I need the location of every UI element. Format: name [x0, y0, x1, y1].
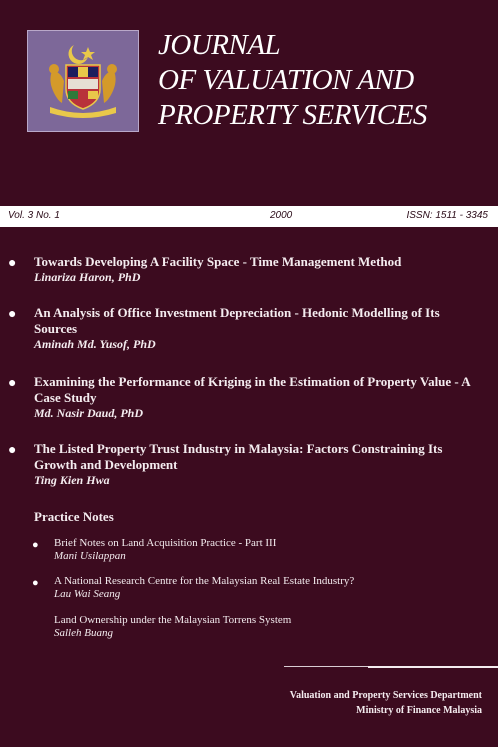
publisher-line: Valuation and Property Services Department [289, 690, 482, 701]
practice-note-author: Mani Usilappan [54, 550, 126, 562]
bullet-icon: ● [32, 577, 39, 589]
bullet-icon: ● [32, 539, 39, 551]
issn-label: ISSN: 1511 - 3345 [406, 210, 488, 221]
journal-title-line: OF VALUATION AND [158, 64, 414, 96]
journal-title-line: JOURNAL [158, 29, 281, 61]
practice-note-author: Lau Wai Seang [54, 588, 121, 600]
article-author: Md. Nasir Daud, PhD [34, 406, 144, 420]
volume-label: Vol. 3 No. 1 [8, 210, 60, 221]
issue-info-bar [0, 206, 498, 227]
practice-notes-heading: Practice Notes [34, 509, 114, 524]
journal-title [158, 28, 488, 133]
article-author: Aminah Md. Yusof, PhD [34, 337, 156, 351]
divider [368, 666, 498, 668]
article-entry [8, 254, 484, 285]
bullet-icon: ● [8, 443, 17, 458]
article-title: The Listed Property Trust Industry in Malaysia: Factors Constraining Its Growth and Development [34, 441, 443, 472]
bullet-icon: ● [8, 307, 17, 322]
journal-title-line: PROPERTY SERVICES [158, 99, 427, 131]
article-author: Ting Kien Hwa [34, 473, 110, 487]
practice-note-title: Land Ownership under the Malaysian Torrens System [54, 614, 292, 626]
publisher-line: Ministry of Finance Malaysia [356, 705, 482, 716]
article-title: An Analysis of Office Investment Depreciation - Hedonic Modelling of Its Sources [34, 305, 440, 336]
coat-of-arms-panel [27, 30, 139, 132]
practice-note-entry [32, 575, 474, 601]
article-title: Examining the Performance of Kriging in the Estimation of Property Value - A Case Study [34, 374, 470, 405]
coat-of-arms-icon [44, 41, 122, 121]
practice-note-entry [54, 614, 474, 640]
publisher-block [290, 688, 482, 718]
article-entry [8, 441, 484, 488]
article-author: Linariza Haron, PhD [34, 270, 141, 284]
practice-note-title: A National Research Centre for the Malaysian Real Estate Industry? [54, 575, 355, 587]
year-label: 2000 [270, 210, 293, 221]
article-entry [8, 305, 484, 352]
article-title: Towards Developing A Facility Space - Time Management Method [34, 254, 402, 269]
practice-note-author: Salleh Buang [54, 627, 113, 639]
practice-note-title: Brief Notes on Land Acquisition Practice - Part III [54, 537, 277, 549]
bullet-icon: ● [8, 256, 17, 271]
bullet-icon: ● [8, 376, 17, 391]
article-entry [8, 374, 484, 421]
practice-note-entry [32, 537, 474, 563]
divider [284, 666, 368, 667]
